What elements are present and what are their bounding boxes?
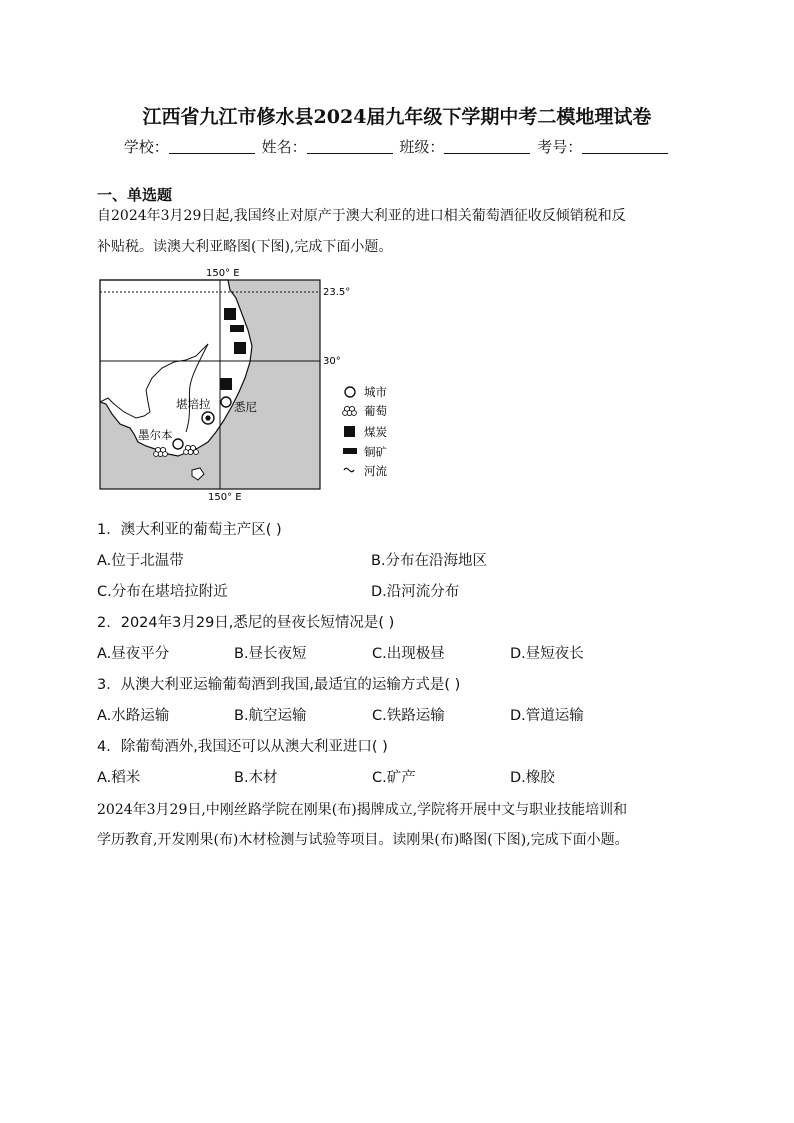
q1-option-d[interactable]: D.沿河流分布 [371, 584, 460, 600]
legend-city-label: 城市 [364, 385, 387, 399]
legend-river-label: 河流 [364, 464, 387, 478]
canberra-label: 堪培拉 [176, 397, 211, 411]
legend-copper-label: 铜矿 [364, 445, 387, 459]
sydney-label: 悉尼 [234, 400, 257, 414]
copper-icon [343, 448, 357, 454]
legend-coal-label: 煤炭 [364, 425, 387, 439]
name-label: 姓名： [261, 138, 307, 156]
question-1-stem: 1．澳大利亚的葡萄主产区( ) [97, 522, 282, 538]
school-blank[interactable] [169, 139, 255, 154]
q2-option-c[interactable]: C.出现极昼 [372, 646, 445, 662]
school-label: 学校： [123, 138, 169, 156]
exam-title: 江西省九江市修水县2024届九年级下学期中考二模地理试卷 [142, 106, 652, 128]
q4-option-a[interactable]: A.稻米 [97, 770, 141, 786]
coal-icon [344, 426, 355, 437]
intro2-line2: 学历教育,开发刚果(布)木材检测与试验等项目。读刚果(布)略图(下图),完成下面小题。 [97, 832, 629, 848]
legend-grape-label: 葡萄 [364, 404, 387, 418]
capital-dot [205, 415, 210, 420]
section-title: 一、单选题 [97, 186, 173, 204]
q4-option-d[interactable]: D.橡胶 [510, 770, 555, 786]
class-label: 班级： [399, 138, 445, 156]
q4-option-b[interactable]: B.木材 [234, 770, 278, 786]
melbourne-symbol [173, 439, 183, 449]
q1-option-c[interactable]: C.分布在堪培拉附近 [97, 584, 228, 600]
lon-bottom-label: 150° E [208, 492, 242, 503]
lat-30-label: 30° [323, 356, 341, 367]
coal-icon [234, 342, 246, 354]
q2-option-a[interactable]: A.昼夜平分 [97, 646, 170, 662]
class-blank[interactable] [444, 139, 530, 154]
student-info-row [0, 136, 794, 157]
q4-option-c[interactable]: C.矿产 [372, 770, 416, 786]
grape-icon [154, 447, 168, 456]
question-4-stem: 4．除葡萄酒外,我国还可以从澳大利亚进口( ) [97, 739, 388, 755]
q2-option-d[interactable]: D.昼短夜长 [510, 646, 584, 662]
id-label: 考号： [537, 138, 583, 156]
lon-top-label: 150° E [206, 268, 240, 279]
q3-option-b[interactable]: B.航空运输 [234, 708, 307, 724]
melbourne-label: 墨尔本 [138, 428, 173, 442]
sydney-symbol [221, 397, 231, 407]
q2-option-b[interactable]: B.昼长夜短 [234, 646, 307, 662]
river-icon [344, 468, 354, 471]
question-3-stem: 3．从澳大利亚运输葡萄酒到我国,最适宜的运输方式是( ) [97, 677, 461, 693]
question-2-stem: 2．2024年3月29日,悉尼的昼夜长短情况是( ) [97, 615, 395, 631]
intro2-line1: 2024年3月29日,中刚丝路学院在刚果(布)揭牌成立,学院将开展中文与职业技能培训和 [97, 802, 628, 818]
lat-tropic-label: 23.5° [323, 287, 351, 298]
map-legend [343, 385, 388, 478]
q3-option-a[interactable]: A.水路运输 [97, 708, 170, 724]
id-blank[interactable] [582, 139, 668, 154]
coal-icon [220, 378, 232, 390]
q1-option-a[interactable]: A.位于北温带 [97, 553, 184, 569]
city-icon [345, 387, 355, 397]
australia-map [96, 264, 406, 504]
intro1-line2: 补贴税。读澳大利亚略图(下图),完成下面小题。 [97, 239, 393, 255]
intro1-line1: 自2024年3月29日起,我国终止对原产于澳大利亚的进口相关葡萄酒征收反倾销税和反 [97, 208, 626, 224]
q3-option-c[interactable]: C.铁路运输 [372, 708, 445, 724]
q3-option-d[interactable]: D.管道运输 [510, 708, 584, 724]
coal-icon [224, 308, 236, 320]
copper-icon [230, 325, 244, 332]
grape-icon [343, 406, 357, 415]
q1-option-b[interactable]: B.分布在沿海地区 [371, 553, 488, 569]
name-blank[interactable] [307, 139, 393, 154]
